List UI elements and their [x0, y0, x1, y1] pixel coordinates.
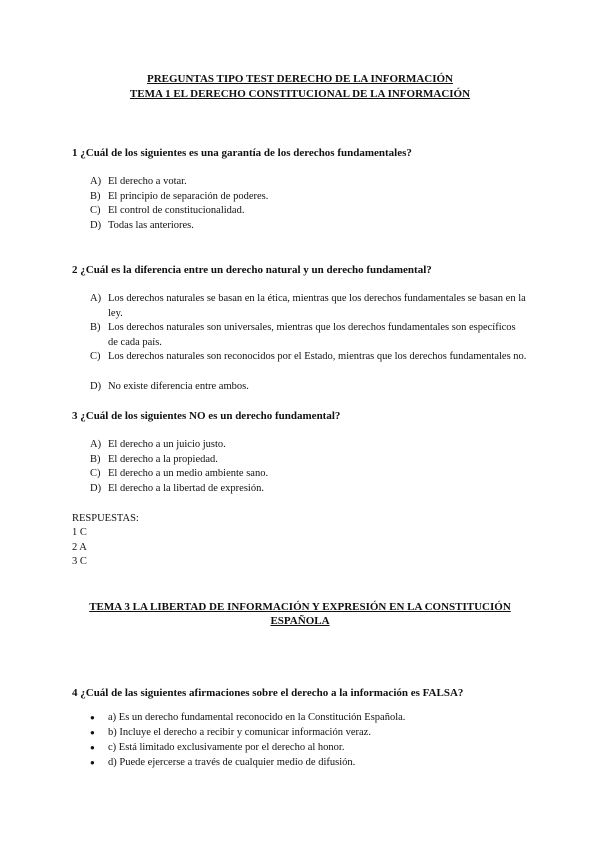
question-4: 4 ¿Cuál de las siguientes afirmaciones sobre el derecho a la información es FALSA?	[72, 687, 464, 699]
bullet-dot-icon: ●	[90, 758, 95, 767]
question-2: 2 ¿Cuál es la diferencia entre un derecho natural y un derecho fundamental?	[72, 264, 432, 276]
section-title-continued: ESPAÑOLA	[270, 615, 330, 627]
question-1: 1 ¿Cuál de los siguientes es una garantía de los derechos fundamentales?	[72, 147, 412, 159]
bullet-dot-icon: ●	[90, 713, 95, 722]
document-page: PREGUNTAS TIPO TEST DERECHO DE LA INFORMACIÓN TEMA 1 EL DERECHO CONSTITUCIONAL DE LA INFORMACIÓN 1 ¿Cuál de los siguientes es una garantía de los derechos fundamentales? A) El derecho a votar. B) El principio de separación de poderes. C) El control de constitucionalidad. D) Todas las anteriores. 2 ¿Cuál es la diferencia entre un derecho natural y un derecho fundamental? A) Los derechos naturales se basan en la ética, mientras que los derechos fundamentales se basan en la ley. B) Los derechos naturales son universales, mientras que los derechos fundamentales son específicos de cada país. C) Los derechos naturales son reconocidos por el Estado, mientras que los derechos fundamentales no. D) No existe diferencia entre ambos. 3 ¿Cuál de los siguientes NO es un derecho fundamental? A) El derecho a un juicio justo. B) El derecho a la propiedad. C) El derecho a un medio ambiente sano. D) El derecho a la libertad de expresión. RESPUESTAS: 1 C 2 A 3 C TEMA 3 LA LIBERTAD DE INFORMACIÓN Y EXPRESIÓN EN LA CONSTITUCIÓN ESPAÑOLA 4 ¿Cuál de las siguientes afirmaciones sobre el derecho a la información es FALSA? ● a) Es un derecho fundamental reconocido en la Constitución Española. ● b) Incluye el derecho a recibir y comunicar información veraz. ● c) Está limitado exclusivamente por el derecho al honor. ● d) Puede ejercerse a través de cualquier medio de difusión.	[0, 0, 600, 848]
answers-heading: RESPUESTAS:	[72, 513, 139, 524]
section-title: TEMA 3 LA LIBERTAD DE INFORMACIÓN Y EXPRESIÓN EN LA CONSTITUCIÓN	[89, 601, 511, 613]
answer-item: 1 C	[72, 527, 87, 538]
answer-item: 3 C	[72, 556, 87, 567]
question-3: 3 ¿Cuál de los siguientes NO es un derecho fundamental?	[72, 410, 341, 422]
bullet-dot-icon: ●	[90, 743, 95, 752]
bullet-dot-icon: ●	[90, 728, 95, 737]
answer-item: 2 A	[72, 542, 87, 553]
document-subtitle: TEMA 1 EL DERECHO CONSTITUCIONAL DE LA INFORMACIÓN	[129, 88, 471, 100]
document-title: PREGUNTAS TIPO TEST DERECHO DE LA INFORMACIÓN	[146, 73, 454, 85]
